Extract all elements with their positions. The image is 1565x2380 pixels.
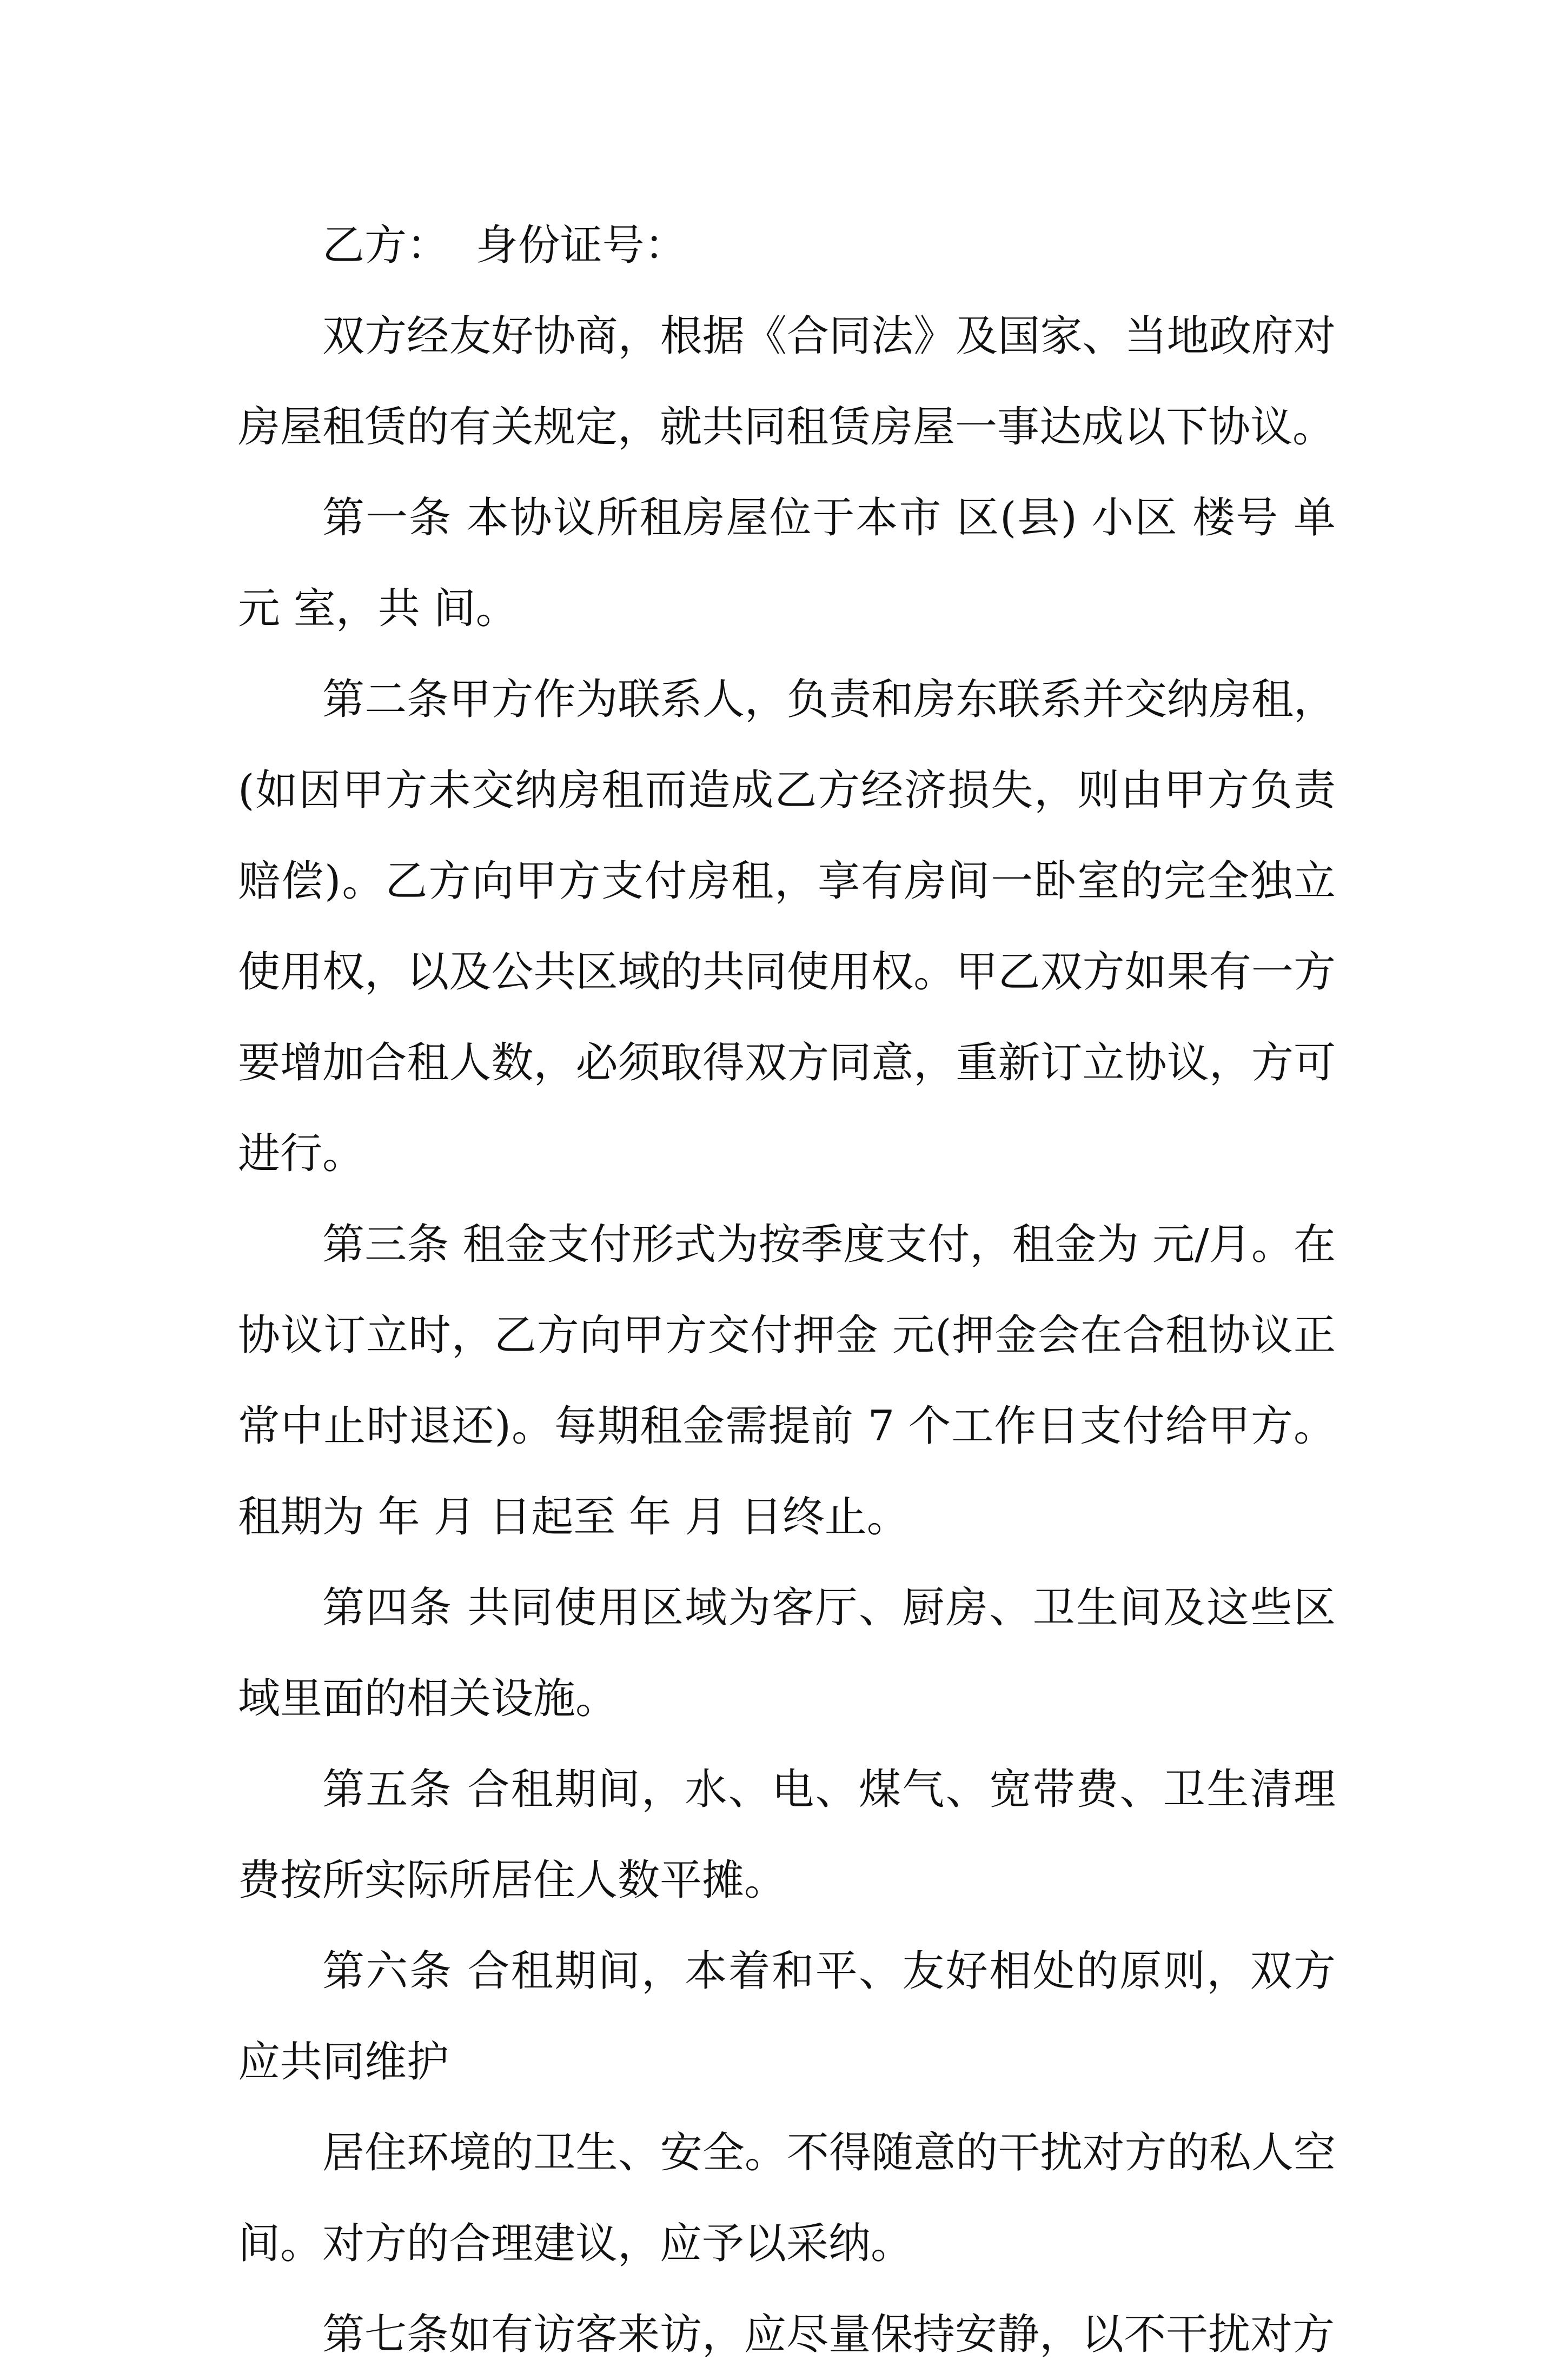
document-body	[238, 200, 1336, 2380]
article-5-paragraph: 第五条 合租期间，水、电、煤气、宽带费、卫生清理费按所实际所居住人数平摊。	[238, 1765, 1336, 1905]
article-6-continuation-paragraph: 居住环境的卫生、安全。不得随意的干扰对方的私人空间。对方的合理建议，应予以采纳。	[238, 2129, 1336, 2268]
preamble-paragraph: 双方经友好协商，根据《合同法》及国家、当地政府对房屋租赁的有关规定，就共同租赁房屋一事达成以下协议。	[238, 312, 1336, 451]
article-7-paragraph: 第七条如有访客来访，应尽量保持安静，以不干扰对方	[322, 2310, 1335, 2359]
article-3-paragraph: 第三条 租金支付形式为按季度支付，租金为 元/月。在协议订立时，乙方向甲方交付押金 元(押金会在合租协议正常中止时退还)。每期租金需提前 7 个工作日支付给甲方。租期为 年 月 日起至 年 月 日终止。	[238, 1220, 1336, 1541]
article-2-paragraph: 第二条甲方作为联系人，负责和房东联系并交纳房租，(如因甲方未交纳房租而造成乙方经济损失，则由甲方负责赔偿)。乙方向甲方支付房租，享有房间一卧室的完全独立使用权，以及公共区域的共同使用权。甲乙双方如果有一方要增加合租人数，必须取得双方同意，重新订立协议，方可进行。	[238, 675, 1336, 1178]
article-1-paragraph: 第一条 本协议所租房屋位于本市 区(县) 小区 楼号 单元 室，共 间。	[238, 494, 1336, 633]
article-6-paragraph: 第六条 合租期间，本着和平、友好相处的原则，双方应共同维护	[238, 1947, 1336, 2086]
article-4-paragraph: 第四条 共同使用区域为客厅、厨房、卫生间及这些区域里面的相关设施。	[238, 1584, 1336, 1723]
party-b-id-line: 乙方： 身份证号：	[322, 221, 687, 270]
